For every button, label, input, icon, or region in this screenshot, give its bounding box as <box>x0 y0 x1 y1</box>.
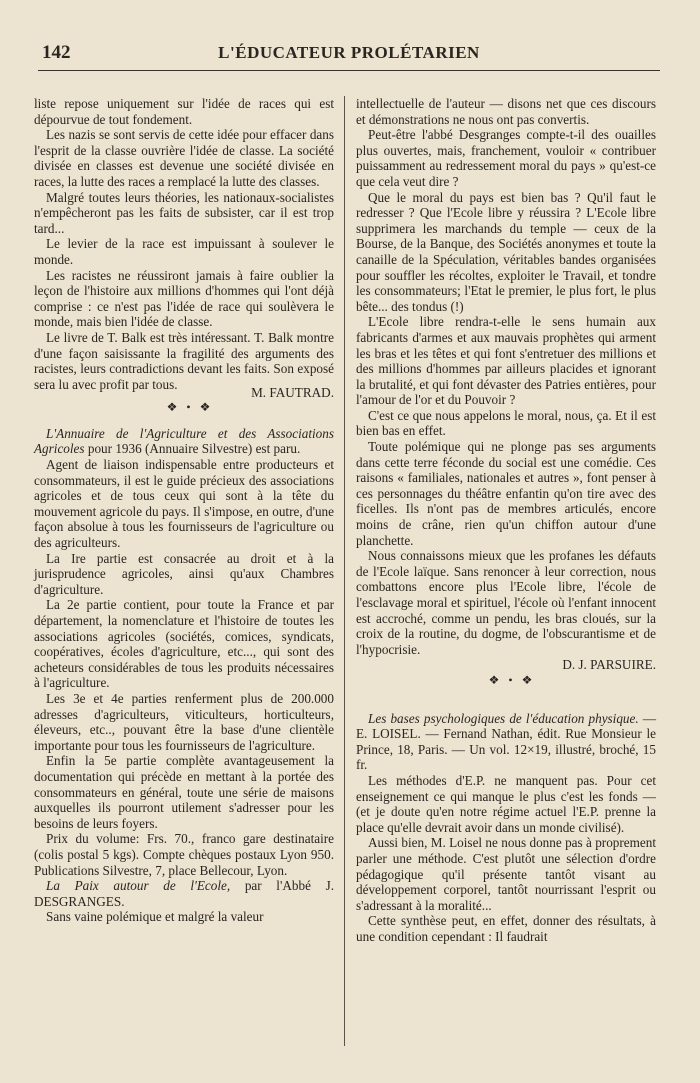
paragraph: Que le moral du pays est bien bas ? Qu'il faut le redresser ? Que l'Ecole libre y réussira ? L'Ecole libre supprimera les marchands du temple — ceux de la Bourse, de la Banque, des Sociétés anonymes et toute la canaille de la Spéculation, véritables bandes organisées pour souffler les récoltes, exploiter le Travail, et tondre les consommateurs; l'Etat le premier, le plus fort, le plus bête... des tondus (!) <box>356 189 656 314</box>
review-heading <box>34 878 334 909</box>
book-details: par l'Abbé J. DESGRANGES. <box>34 878 335 909</box>
paragraph: Le levier de la race est impuissant à soulever le monde. <box>34 236 334 267</box>
paragraph: Les racistes ne réussiront jamais à faire oublier la leçon de l'histoire aux millions d'hommes qui l'ont déjà comprise : ce n'est pas l'idée de race qui soulèvera le monde, mais bien l'idée de classe. <box>34 267 334 330</box>
paragraph: Les 3e et 4e parties renferment plus de 200.000 adresses d'agriculteurs, viticulteurs, horticulteurs, éleveurs, etc.., pouvant être la base d'une clientèle importante pour tous les fournisseurs de l'agriculture. <box>34 690 334 753</box>
paragraph: Agent de liaison indispensable entre producteurs et consommateurs, il est le guide précieux des associations agricoles et de tous ceux qui sont à la tête du mouvement agricole du pays. Il s'impose, en outre, d'une façon absolue à tous les fournisseurs de l'agriculture ou des agriculteurs. <box>34 457 334 551</box>
paragraph: Enfin la 5e partie complète avantageusement la documentation qui précède en mettant à la portée des consommateurs en général, toute une série de maisons auxquelles ils pourront utilement s'adresser pour les besoins de leurs foyers. <box>34 753 334 831</box>
right-column <box>356 96 656 944</box>
paragraph-text: Le livre de T. Balk est très intéressant. T. Balk montre d'une façon saisissante la fragilité des arguments des racistes, leurs contradictions devant les faits. Son exposé sera lu avec profit par tous. <box>34 329 334 392</box>
paragraph <box>34 329 334 400</box>
review-heading <box>34 426 334 457</box>
paragraph: La Ire partie est consacrée au droit et à la jurisprudence agricoles, ainsi qu'aux Chambres d'agriculture. <box>34 550 334 597</box>
paragraph: Les méthodes d'E.P. ne manquent pas. Pour cet enseignement ce qui manque le plus c'est les fonds — (et je doute qu'en notre régime actuel l'E.P. prenne la place qu'elle devrait avoir dans un monde civilisé). <box>356 772 656 835</box>
paragraph: Aussi bien, M. Loisel ne nous donne pas à proprement parler une méthode. C'est plutôt une sélection d'ordre pédagogique qu'il présente tantôt visant au développement corporel, tantôt nourrissant l'esprit ou s'adressant à la moralité... <box>356 835 656 913</box>
page-number: 142 <box>42 42 71 63</box>
section-ornament: ❖ • ❖ <box>488 672 536 687</box>
author-signature: D. J. PARSUIRE. <box>562 657 656 673</box>
running-title: L'ÉDUCATEUR PROLÉTARIEN <box>218 43 480 62</box>
page-header <box>38 40 660 71</box>
section-ornament: ❖ • ❖ <box>166 400 214 415</box>
paragraph: Nous connaissons mieux que les profanes les défauts de l'Ecole laïque. Sans renoncer à leur correction, nous combattons encore plus l'Ecole libre, l'école de l'esclavage moral et spirituel, l'école où l'enfant innocent est accroché, comme un pendu, les bras cloués, sur la croix de la routine, du dogme, de l'obscurantisme et de l'hypocrisie. <box>356 548 656 657</box>
book-title: La Paix autour de l'Ecole, <box>46 878 231 894</box>
paragraph: Peut-être l'abbé Desgranges compte-t-il des ouailles plus ouvertes, mais, franchement, vouloir « contribuer puissamment au redressement moral du pays » qu'est-ce que cela veut dire ? <box>356 127 656 189</box>
paragraph: intellectuelle de l'auteur — disons net que ces discours et démonstrations ne nous ont pas convertis. <box>356 96 656 127</box>
paragraph: L'Ecole libre rendra-t-elle le sens humain aux fabricants d'armes et aux mauvais prophètes qui arment les bras et les têtes et qui font s'entretuer des millions et des millions d'hommes par ailleurs placides et ignorant la brutalité, et qui font dévaster des Patries entières, pour l'amour de l'or et du Pouvoir ? <box>356 314 656 408</box>
paragraph: Cette synthèse peut, en effet, donner des résultats, à une condition cependant : Il faudrait <box>356 913 656 944</box>
book-title: L'Annuaire de l'Agriculture et des Associations Agricoles <box>34 425 334 457</box>
paragraph: C'est ce que nous appelons le moral, nous, ça. Et il est bien bas en effet. <box>356 407 656 439</box>
book-details: — E. LOISEL. — Fernand Nathan, édit. Rue Monsieur le Prince, 18, Paris. — Un vol. 12×19, illustré, broché, 15 fr. <box>356 710 657 773</box>
column-divider <box>344 96 345 1046</box>
paragraph: La 2e partie contient, pour toute la France et par département, la nomenclature et l'histoire de toutes les associations agricoles (sociétés, comices, syndicats, coopératives, écoles d'agriculture, etc..., qui sont des acheteurs considérables de tous les produits nécessaires à l'agriculture. <box>34 597 334 691</box>
book-details: pour 1936 (Annuaire Silvestre) est paru. <box>84 441 301 457</box>
paragraph: Sans vaine polémique et malgré la valeur <box>46 909 264 925</box>
left-column <box>34 96 334 925</box>
paragraph: Prix du volume: Frs. 70., franco gare destinataire (colis postal 5 kgs). Compte chèques postaux Lyon 950. Publications Silvestre, 7, place Bellecour, Lyon. <box>34 831 334 878</box>
review-heading <box>356 711 656 773</box>
paragraph: Les nazis se sont servis de cette idée pour effacer dans l'esprit de la classe ouvrière l'idée de classe. La société divisée en classes est devenue une société divisée en races, la lutte des races a remplacé la lutte des classes. <box>34 127 334 189</box>
book-title: Les bases psychologiques de l'éducation physique. <box>368 710 639 726</box>
paragraph: Toute polémique qui ne plonge pas ses arguments dans cette terre féconde du social est une comédie. Ces raisons « familiales, nationales et autres », font penser à ces personnages du théâtre enfantin qu'on tire avec des ficelles. Ils n'ont pas de membres articulés, encore moins de crâne, rien qu'un chiffon autour d'une planchette. <box>356 439 656 548</box>
author-signature: M. FAUTRAD. <box>251 384 334 400</box>
paragraph: Malgré toutes leurs théories, les nationaux-socialistes n'empêcheront pas les faits de subsister, car il est trop tard... <box>34 189 334 236</box>
paragraph: liste repose uniquement sur l'idée de races qui est dépourvue de tout fondement. <box>34 96 334 127</box>
